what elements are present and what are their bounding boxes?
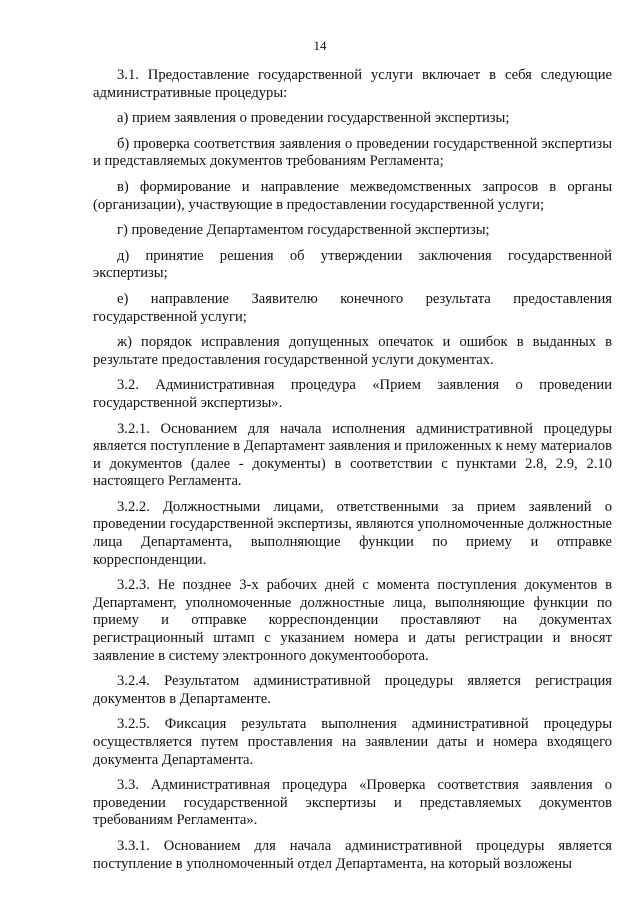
paragraph-3-2: 3.2. Административная процедура «Прием заявления о проведении государственной экспертизы». (93, 377, 612, 411)
paragraph-3-3-1: 3.3.1. Основанием для начала административной процедуры является поступление в уполномоченный отдел Департамента, на который возложены (93, 837, 612, 872)
paragraph-3-2-5: 3.2.5. Фиксация результата выполнения административной процедуры осуществляется путем проставления на заявлении даты и номера входящего документа Департамента. (93, 716, 612, 768)
paragraph-item-zh: ж) порядок исправления допущенных опечаток и ошибок в выданных в результате предоставления государственной услуги документах. (93, 334, 612, 368)
paragraph-item-e: е) направление Заявителю конечного результата предоставления государственной услуги; (93, 290, 612, 325)
paragraph-item-d: д) принятие решения об утверждении заключения государственной экспертизы; (93, 247, 612, 282)
paragraph-3-2-1: 3.2.1. Основанием для начала исполнения административной процедуры является поступление в Департамент заявления и приложенных к нему материалов и документов (далее - документы) в соответствии с пунктами 2.8, 2.9, 2.10 настоящего Регламента. (93, 420, 612, 490)
paragraph-item-g: г) проведение Департаментом государственной экспертизы; (117, 222, 490, 239)
paragraph-item-a: а) прием заявления о проведении государственной экспертизы; (117, 110, 510, 127)
document-body (93, 67, 612, 881)
paragraph-3-2-3: 3.2.3. Не позднее 3-х рабочих дней с момента поступления документов в Департамент, уполномоченные должностные лица, выполняющие функции по приему и отправке корреспонденции проставляют на документах регистрационный штамп с указанием номера и даты регистрации и вносят заявление в систему электронного документооборота. (93, 577, 612, 664)
paragraph-item-b: б) проверка соответствия заявления о проведении государственной экспертизы и представляемых документов требованиям Регламента; (93, 135, 612, 170)
paragraph-3-1: 3.1. Предоставление государственной услуги включает в себя следующие административные процедуры: (93, 67, 612, 101)
paragraph-item-v: в) формирование и направление межведомственных запросов в органы (организации), участвующие в предоставлении государственной услуги; (93, 178, 612, 213)
paragraph-3-2-4: 3.2.4. Результатом административной процедуры является регистрация документов в Департаменте. (93, 673, 612, 707)
paragraph-3-3: 3.3. Административная процедура «Проверка соответствия заявления о проведении государственной экспертизы и представляемых документов требованиям Регламента». (93, 777, 612, 829)
page-number: 14 (313, 38, 327, 53)
paragraph-3-2-2: 3.2.2. Должностными лицами, ответственными за прием заявлений о проведении государственной экспертизы, являются уполномоченные должностные лица Департамента, выполняющие функции по приему и отправке корреспонденции. (93, 498, 612, 568)
